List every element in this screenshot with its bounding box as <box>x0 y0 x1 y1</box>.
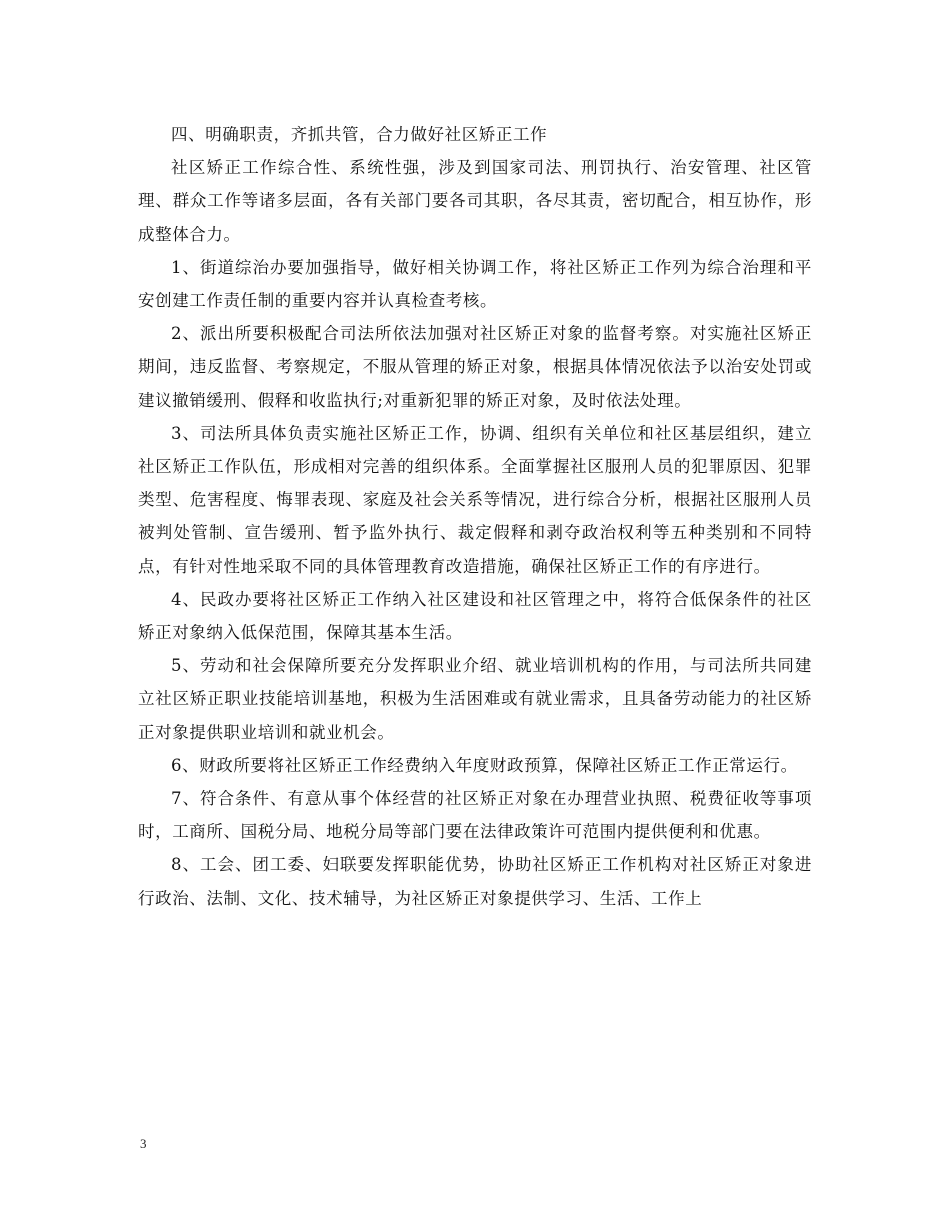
document-body <box>138 118 812 915</box>
paragraph-item-7: 7、符合条件、有意从事个体经营的社区矫正对象在办理营业执照、税费征收等事项时，工商所、国税分局、地税分局等部门要在法律政策许可范围内提供便利和优惠。 <box>138 789 812 842</box>
paragraph-item-6: 6、财政所要将社区矫正工作经费纳入年度财政预算，保障社区矫正工作正常运行。 <box>171 755 798 775</box>
paragraph-item-3: 3、司法所具体负责实施社区矫正工作，协调、组织有关单位和社区基层组织，建立社区矫正工作队伍，形成相对完善的组织体系。全面掌握社区服刑人员的犯罪原因、犯罪类型、危害程度、悔罪表现、家庭及社会关系等情况，进行综合分析，根据社区服刑人员被判处管制、宣告缓刑、暂予监外执行、裁定假释和剥夺政治权利等五种类别和不同特点，有针对性地采取不同的具体管理教育改造措施，确保社区矫正工作的有序进行。 <box>138 423 812 576</box>
paragraph-item-5: 5、劳动和社会保障所要充分发挥职业介绍、就业培训机构的作用，与司法所共同建立社区矫正职业技能培训基地，积极为生活困难或有就业需求，且具备劳动能力的社区矫正对象提供职业培训和就业机会。 <box>138 656 812 742</box>
paragraph-item-8: 8、工会、团工委、妇联要发挥职能优势，协助社区矫正工作机构对社区矫正对象进行政治、法制、文化、技术辅导，为社区矫正对象提供学习、生活、工作上 <box>138 855 812 908</box>
paragraph-item-1: 1、街道综治办要加强指导，做好相关协调工作，将社区矫正工作列为综合治理和平安创建工作责任制的重要内容并认真检查考核。 <box>138 257 812 311</box>
paragraph-item-2: 2、派出所要积极配合司法所依法加强对社区矫正对象的监督考察。对实施社区矫正期间，违反监督、考察规定，不服从管理的矫正对象，根据具体情况依法予以治安处罚或建议撤销缓刑、假释和收监执行;对重新犯罪的矫正对象，及时依法处理。 <box>138 324 812 410</box>
paragraph-intro: 社区矫正工作综合性、系统性强，涉及到国家司法、刑罚执行、治安管理、社区管理、群众工作等诸多层面，各有关部门要各司其职，各尽其责，密切配合，相互协作，形成整体合力。 <box>138 158 812 244</box>
page-number: 3 <box>140 1136 147 1151</box>
paragraph-item-4: 4、民政办要将社区矫正工作纳入社区建设和社区管理之中，将符合低保条件的社区矫正对象纳入低保范围，保障其基本生活。 <box>138 589 812 643</box>
section-heading: 四、明确职责，齐抓共管，合力做好社区矫正工作 <box>171 125 548 144</box>
